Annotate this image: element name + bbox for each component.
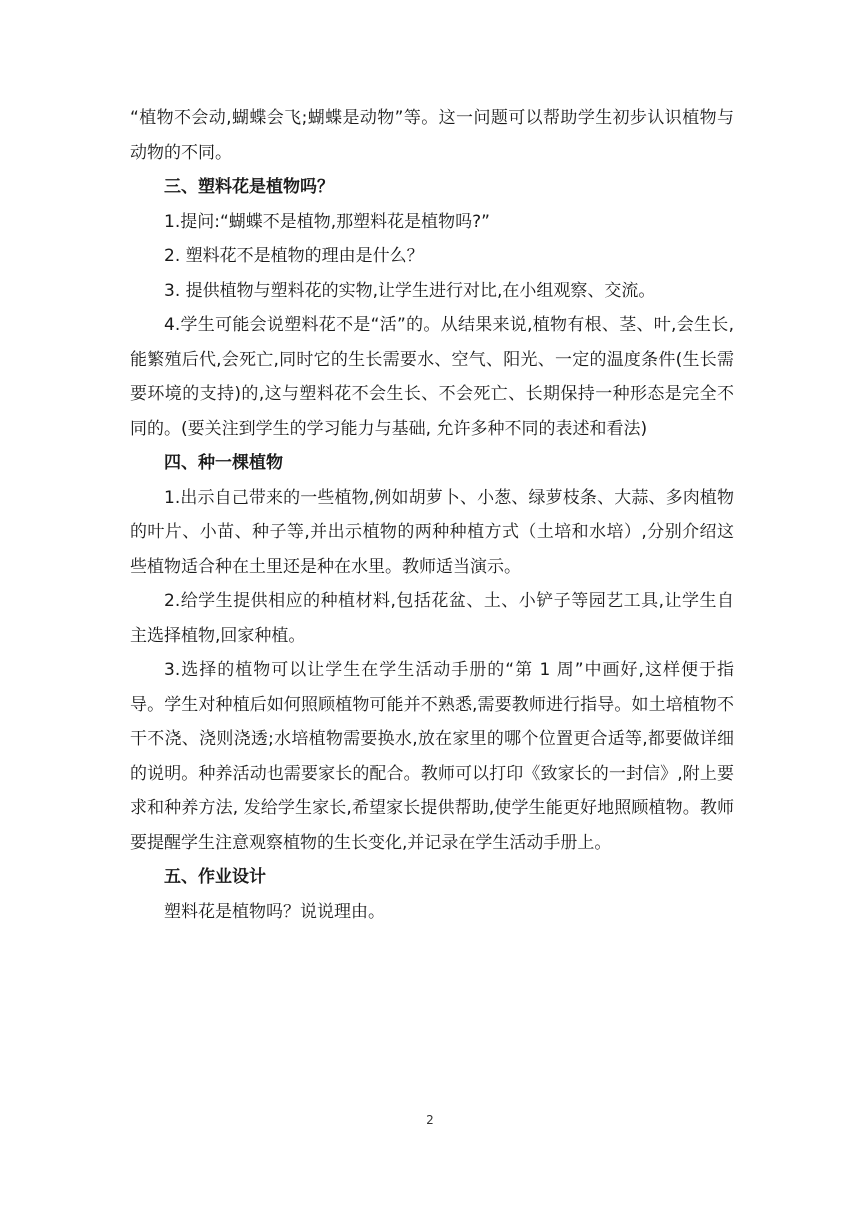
section-5-item-1: 塑料花是植物吗？说说理由。 xyxy=(164,901,385,922)
section-3-item-1: 1.提问:“蝴蝶不是植物,那塑料花是植物吗?” xyxy=(164,211,490,232)
section-3-item-4: 4.学生可能会说塑料花不是“活”的。从结果来说,植物有根、茎、叶,会生长,能繁殖后代,会死亡,同时它的生长需要水、空气、阳光、一定的温度条件(生长需要环境的支持)的,这与塑料花不会生长、不会死亡、长期保持一种形态是完全不同的。(要关注到学生的学习能力与基础, 允许多种不同的表述和看法) xyxy=(130,315,734,439)
section-3-item-2: 2. 塑料花不是植物的理由是什么？ xyxy=(164,246,424,266)
section-3-heading: 三、塑料花是植物吗？ xyxy=(164,177,334,197)
page-number: 2 xyxy=(426,1113,434,1127)
section-4-heading: 四、种一棵植物 xyxy=(164,453,283,473)
section-3-item-3: 3. 提供植物与塑料花的实物,让学生进行对比,在小组观察、交流。 xyxy=(164,280,656,301)
section-4-item-1: 1.出示自己带来的一些植物,例如胡萝卜、小葱、绿萝枝条、大蒜、多肉植物的叶片、小苗、种子等,并出示植物的两种种植方式（土培和水培）,分别介绍这些植物适合种在土里还是种在水里。教师适当演示。 xyxy=(130,487,734,577)
section-4-item-3: 3.选择的植物可以让学生在学生活动手册的“第 1 周”中画好,这样便于指导。学生对种植后如何照顾植物可能并不熟悉,需要教师进行指导。如土培植物不干不浇、浇则浇透;水培植物需要换水,放在家里的哪个位置更合适等,都要做详细的说明。种养活动也需要家长的配合。教师可以打印《致家长的一封信》,附上要求和种养方法, 发给学生家长,希望家长提供帮助,使学生能更好地照顾植物。教师要提醒学生注意观察植物的生长变化,并记录在学生活动手册上。 xyxy=(130,660,734,853)
intro-paragraph: “植物不会动,蝴蝶会飞;蝴蝶是动物”等。这一问题可以帮助学生初步认识植物与动物的不同。 xyxy=(130,108,734,163)
page-body xyxy=(130,101,734,929)
section-5-heading: 五、作业设计 xyxy=(164,867,266,887)
section-4-item-2: 2.给学生提供相应的种植材料,包括花盆、土、小铲子等园艺工具,让学生自主选择植物,回家种植。 xyxy=(130,591,734,646)
